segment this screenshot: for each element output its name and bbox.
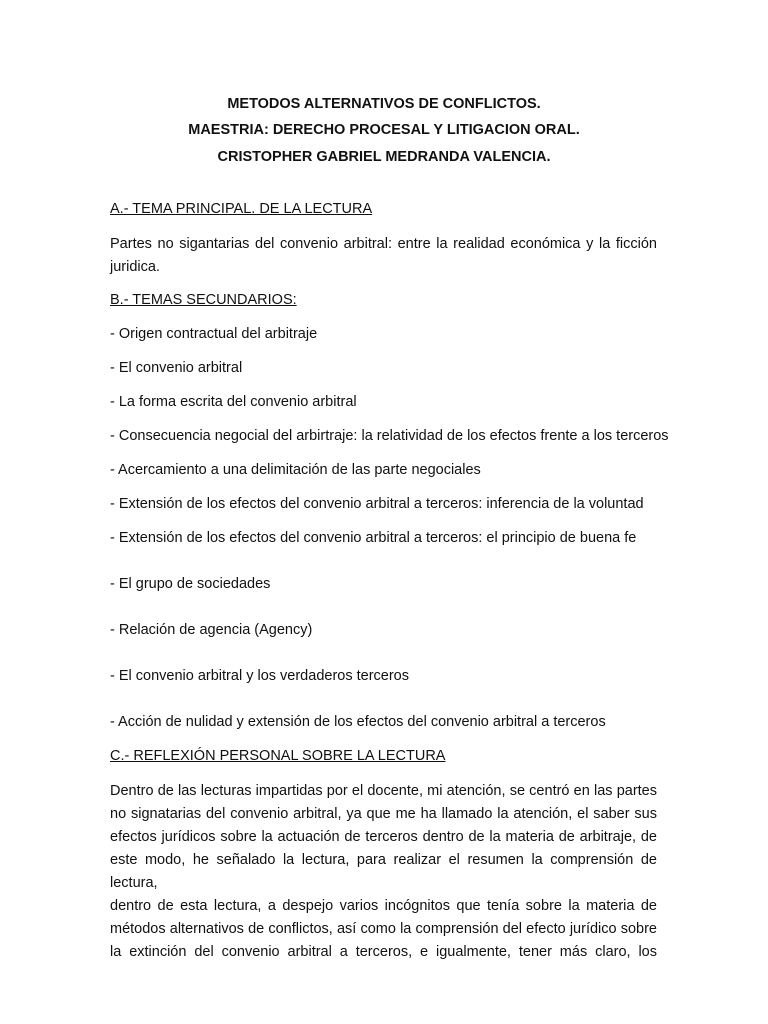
list-item: - Acercamiento a una delimitación de las parte negociales [110, 462, 481, 478]
list-item: - El grupo de sociedades [110, 576, 271, 592]
section-a-heading: A.- TEMA PRINCIPAL. DE LA LECTURA [110, 201, 373, 217]
list-item: - Extensión de los efectos del convenio arbitral a terceros: inferencia de la voluntad [110, 496, 644, 512]
list-item: - Extensión de los efectos del convenio arbitral a terceros: el principio de buena fe [110, 530, 637, 546]
section-c-paragraph [110, 780, 657, 964]
paragraph-line: no signatarias del convenio arbitral, ya que me ha llamado la atención, el saber sus [110, 806, 657, 822]
document-program: MAESTRIA: DERECHO PROCESAL Y LITIGACION ORAL. [188, 122, 580, 138]
list-item: - Consecuencia negocial del arbirtraje: la relatividad de los efectos frente a los terceros [110, 428, 669, 444]
list-item: - El convenio arbitral [110, 360, 243, 376]
document-title: METODOS ALTERNATIVOS DE CONFLICTOS. [227, 96, 541, 112]
list-item: - Origen contractual del arbitraje [110, 326, 318, 342]
list-item: - El convenio arbitral y los verdaderos terceros [110, 668, 409, 684]
paragraph-line: efectos jurídicos sobre la actuación de terceros dentro de la materia de arbitraje, de [110, 829, 657, 845]
paragraph-line: Dentro de las lecturas impartidas por el docente, mi atención, se centró en las partes [110, 783, 657, 799]
section-a-paragraph [110, 233, 657, 279]
list-item: - Relación de agencia (Agency) [110, 622, 313, 638]
list-item: - La forma escrita del convenio arbitral [110, 394, 357, 410]
section-b-heading: B.- TEMAS SECUNDARIOS: [110, 292, 297, 308]
section-c-heading: C.- REFLEXIÓN PERSONAL SOBRE LA LECTURA [110, 748, 446, 764]
paragraph-line: métodos alternativos de conflictos, así como la comprensión del efecto jurídico sobre [110, 921, 657, 937]
paragraph-line: juridica. [110, 259, 160, 275]
document-author: CRISTOPHER GABRIEL MEDRANDA VALENCIA. [217, 149, 551, 165]
paragraph-line: este modo, he señalado la lectura, para realizar el resumen la comprensión de lectura, [110, 852, 657, 891]
paragraph-line: la extinción del convenio arbitral a terceros, e igualmente, tener más claro, los [110, 944, 657, 960]
list-item: - Acción de nulidad y extensión de los efectos del convenio arbitral a terceros [110, 714, 606, 730]
paragraph-line: Partes no sigantarias del convenio arbitral: entre la realidad económica y la ficción [110, 236, 657, 252]
paragraph-line: dentro de esta lectura, a despejo varios incógnitos que tenía sobre la materia de [110, 898, 657, 914]
